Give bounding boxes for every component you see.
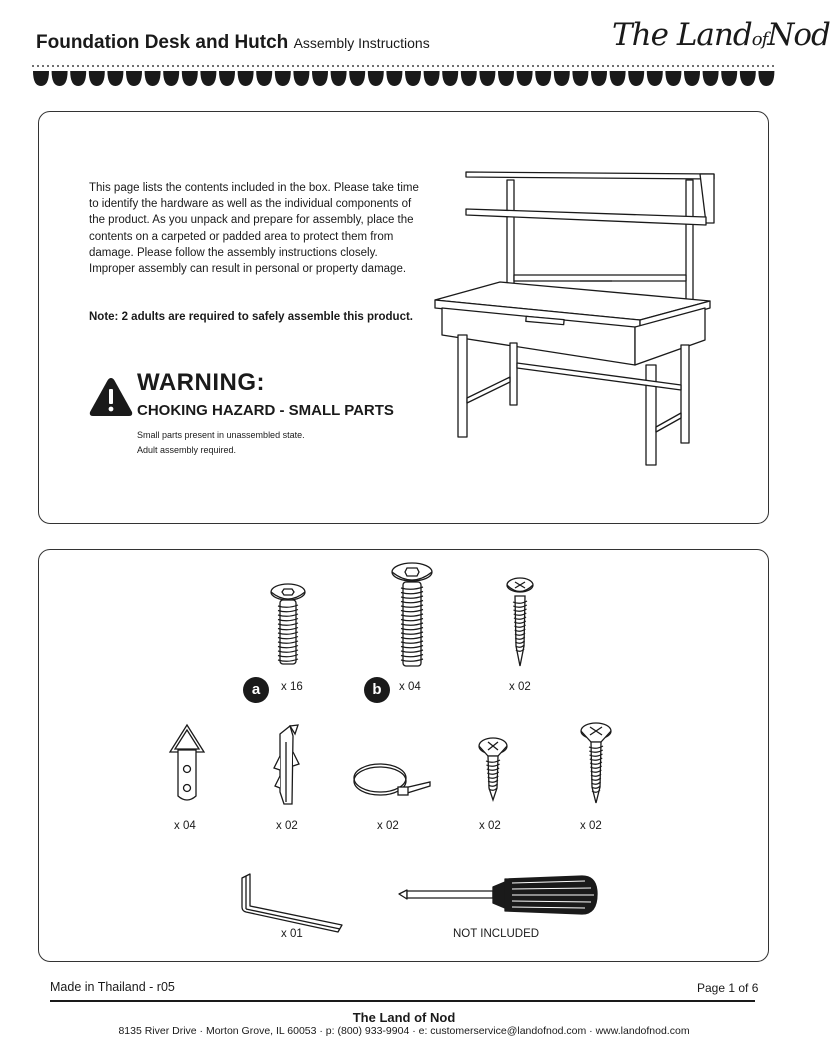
hanger-qty: x 04 [174,820,196,832]
scallop-border [32,64,776,90]
triangle-hanger-icon [166,722,208,804]
hardware-a-qty: x 16 [281,681,303,693]
cable-tie-qty: x 02 [377,820,399,832]
phillips-screw-long-icon [578,721,614,805]
cable-tie-icon [352,758,432,808]
brand-logo: The LandofNod [612,17,830,53]
warning-line-1: Small parts present in unassembled state. [137,430,305,440]
footer-company: The Land of Nod [352,1010,456,1025]
product-name: Foundation Desk and Hutch [36,32,289,53]
machine-screw-b-icon [389,560,435,670]
document-subtitle: Assembly Instructions [293,35,430,51]
warning-line-2: Adult assembly required. [137,445,237,455]
long-screw-qty: x 02 [580,820,602,832]
intro-text: This page lists the contents included in the box. Please take time to identify the hardware as well as the individual components of the product. As you unpack and prepare for assembly, place the contents on a carpeted or padded area to protect them from damage. Please follow the assembly instructions closely. Improper assembly can result in personal or property damage. [89,182,419,276]
screwdriver-icon [397,872,599,918]
machine-screw-a-icon [268,582,308,668]
wood-screw-icon [504,576,536,668]
small-screw-qty: x 02 [479,820,501,832]
page-number: Page 1 of 6 [697,981,759,995]
wood-screw-qty: x 02 [509,681,531,693]
hardware-b-qty: x 04 [399,681,421,693]
hardware-a-badge: a [243,677,269,703]
warning-title: WARNING: [137,369,265,396]
page-title [36,32,430,54]
allen-key-qty: x 01 [281,928,303,940]
warning-details [137,428,305,458]
footer-address: 8135 River Drive · Morton Grove, IL 60053 · p: (800) 933-9904 · e: customerservice@landofnod.com · www.landofnod.com [118,1025,690,1037]
hardware-b-badge: b [364,677,390,703]
desk-hutch-illustration [430,165,720,470]
wall-anchor-icon [268,722,304,806]
adult-note: Note: 2 adults are required to safely assemble this product. [89,311,414,323]
phillips-screw-small-icon [476,736,510,802]
warning-triangle-icon [88,376,134,418]
wall-anchor-qty: x 02 [276,820,298,832]
allen-key-icon [238,870,348,936]
warning-subtitle: CHOKING HAZARD - SMALL PARTS [137,402,394,419]
screwdriver-note: NOT INCLUDED [453,928,540,940]
footer-divider [50,1000,755,1002]
made-in-label: Made in Thailand - r05 [50,980,175,994]
